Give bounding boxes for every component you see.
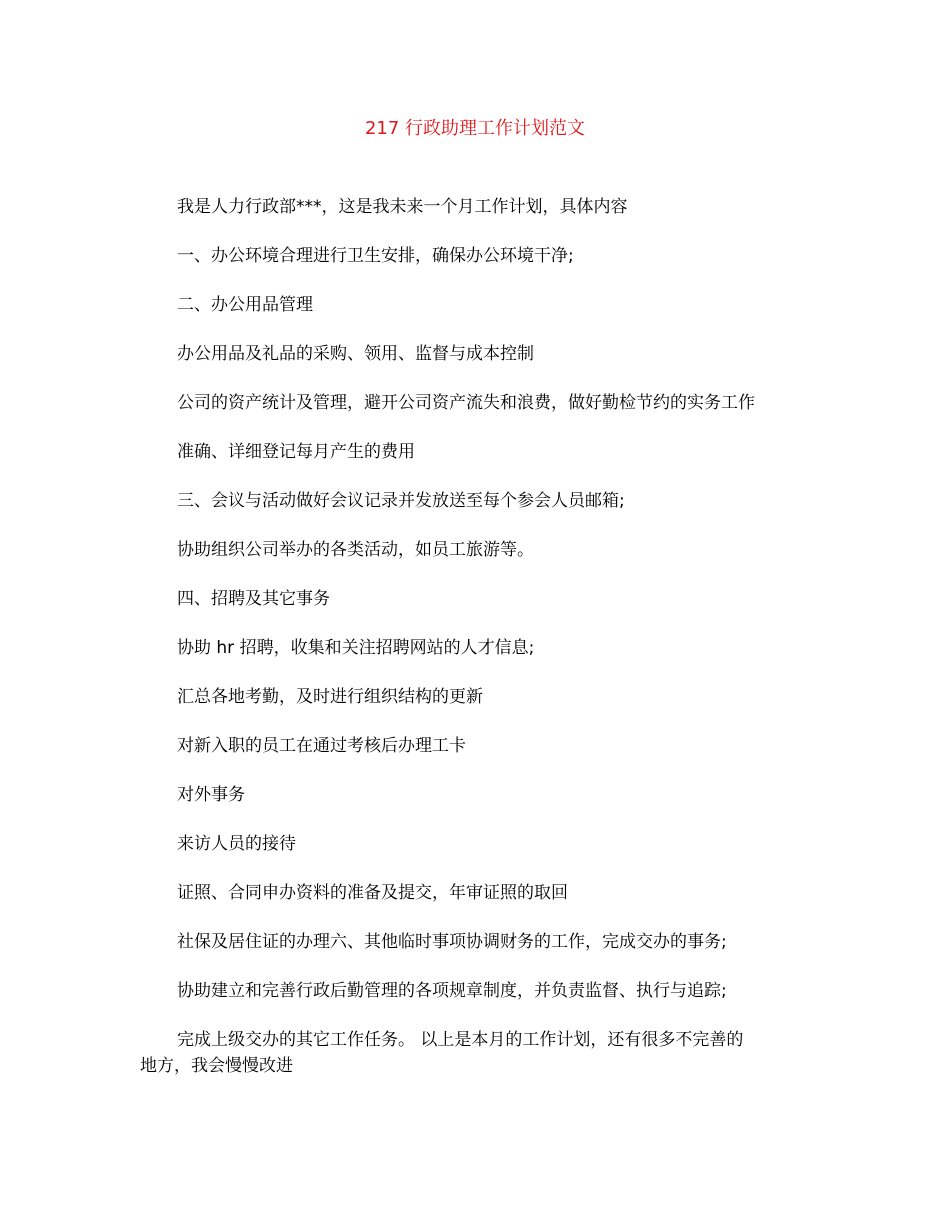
paragraph-activities: 协助组织公司举办的各类活动，如员工旅游等。: [177, 540, 534, 560]
paragraph-office-supplies-heading: 二、办公用品管理: [177, 295, 313, 315]
paragraph-work-cards: 对新入职的员工在通过考核后办理工卡: [177, 736, 466, 756]
paragraph-licenses: 证照、合同申办资料的准备及提交，年审证照的取回: [177, 883, 568, 903]
paragraph-social-security: 社保及居住证的办理六、其他临时事项协调财务的工作，完成交办的事务;: [177, 932, 727, 952]
paragraph-intro: 我是人力行政部***，这是我未来一个月工作计划，具体内容: [177, 197, 628, 217]
paragraph-closing-line-1: 完成上级交办的其它工作任务。 以上是本月的工作计划，还有很多不完善的: [177, 1030, 744, 1050]
paragraph-closing-line-2: 地方，我会慢慢改进: [140, 1056, 293, 1076]
document-title: 217 行政助理工作计划范文: [364, 118, 586, 139]
paragraph-recruitment-support: 协助 hr 招聘，收集和关注招聘网站的人才信息;: [177, 638, 535, 658]
paragraph-external-affairs: 对外事务: [177, 785, 245, 805]
paragraph-asset-management: 公司的资产统计及管理，避开公司资产流失和浪费，做好勤检节约的实务工作: [177, 393, 755, 413]
paragraph-visitor-reception: 来访人员的接待: [177, 834, 296, 854]
paragraph-meetings: 三、会议与活动做好会议记录并发放送至每个参会人员邮箱;: [177, 491, 625, 511]
paragraph-expense-records: 准确、详细登记每月产生的费用: [177, 442, 415, 462]
paragraph-recruitment-heading: 四、招聘及其它事务: [177, 589, 330, 609]
paragraph-office-supplies-purchase: 办公用品及礼品的采购、领用、监督与成本控制: [177, 344, 534, 364]
paragraph-attendance: 汇总各地考勤，及时进行组织结构的更新: [177, 687, 483, 707]
paragraph-regulations: 协助建立和完善行政后勤管理的各项规章制度，并负责监督、执行与追踪;: [177, 981, 727, 1001]
paragraph-office-environment: 一、办公环境合理进行卫生安排，确保办公环境干净;: [177, 246, 574, 266]
